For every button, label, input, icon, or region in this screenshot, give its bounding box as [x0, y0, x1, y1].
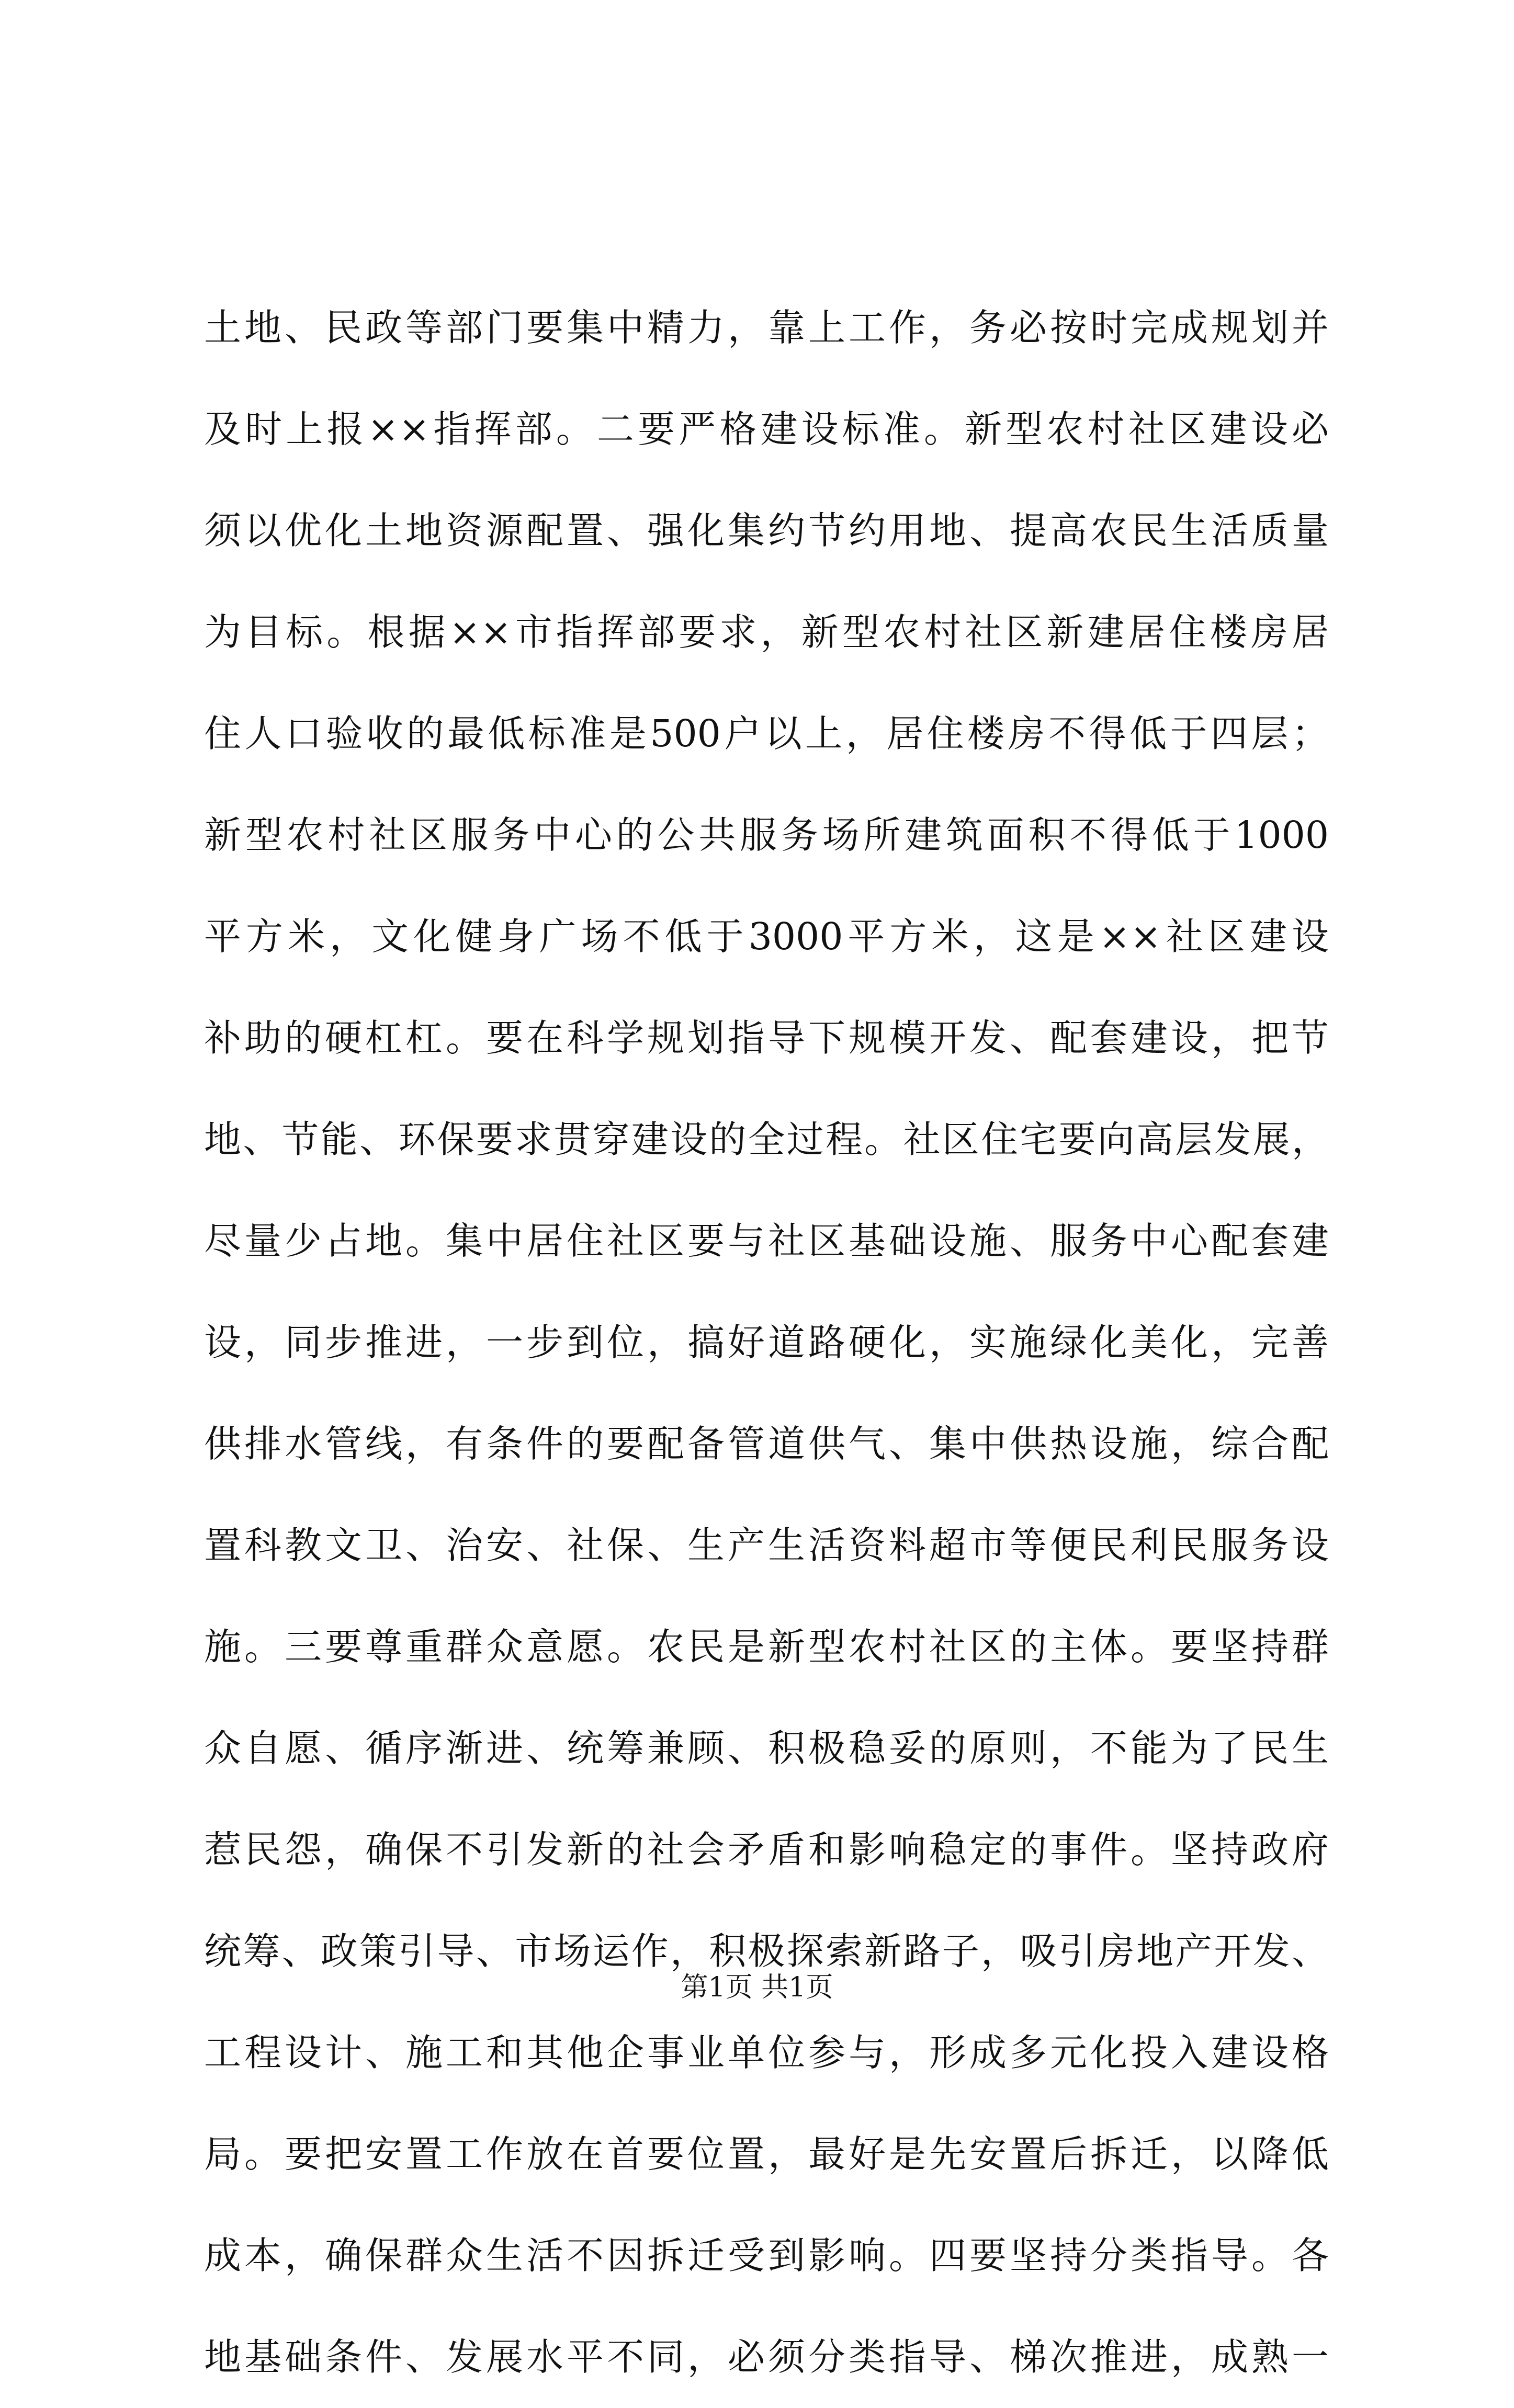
text-line: 成本，确保群众生活不因拆迁受到影响。四要坚持分类指导。各: [204, 2234, 1329, 2277]
text-line: 置科教文卫、治安、社保、生产生活资料超市等便民利民服务设: [204, 1524, 1329, 1567]
text-line: 地、节能、环保要求贯穿建设的全过程。社区住宅要向高层发展，: [204, 1118, 1329, 1161]
text-line: 住人口验收的最低标准是500户以上，居住楼房不得低于四层；: [204, 712, 1329, 755]
text-line: 尽量少占地。集中居住社区要与社区基础设施、服务中心配套建: [204, 1219, 1329, 1263]
text-line: 补助的硬杠杠。要在科学规划指导下规模开发、配套建设，把节: [204, 1016, 1329, 1060]
text-line: 众自愿、循序渐进、统筹兼顾、积极稳妥的原则，不能为了民生: [204, 1727, 1329, 1770]
text-line: 及时上报××指挥部。二要严格建设标准。新型农村社区建设必: [204, 407, 1329, 451]
text-line: 新型农村社区服务中心的公共服务场所建筑面积不得低于1000: [204, 813, 1329, 857]
text-line: 须以优化土地资源配置、强化集约节约用地、提高农民生活质量: [204, 509, 1329, 552]
text-line: 施。三要尊重群众意愿。农民是新型农村社区的主体。要坚持群: [204, 1625, 1329, 1668]
text-line: 局。要把安置工作放在首要位置，最好是先安置后拆迁，以降低: [204, 2132, 1329, 2176]
text-line: 地基础条件、发展水平不同，必须分类指导、梯次推进，成熟一: [204, 2335, 1329, 2379]
text-line: 工程设计、施工和其他企事业单位参与，形成多元化投入建设格: [204, 2031, 1329, 2074]
text-line: 为目标。根据××市指挥部要求，新型农村社区新建居住楼房居: [204, 610, 1329, 654]
text-line: 设，同步推进，一步到位，搞好道路硬化，实施绿化美化，完善: [204, 1321, 1329, 1364]
text-line: 统筹、政策引导、市场运作，积极探索新路子，吸引房地产开发、: [204, 1929, 1329, 1973]
page-footer: 第1页 共1页: [681, 1972, 833, 2003]
text-line: 惹民怨，确保不引发新的社会矛盾和影响稳定的事件。坚持政府: [204, 1828, 1329, 1871]
text-line: 土地、民政等部门要集中精力，靠上工作，务必按时完成规划并: [204, 306, 1329, 349]
body-text: [204, 277, 1329, 2408]
text-line: 供排水管线，有条件的要配备管道供气、集中供热设施，综合配: [204, 1422, 1329, 1466]
text-line: 平方米，文化健身广场不低于3000平方米，这是××社区建设: [204, 915, 1329, 958]
